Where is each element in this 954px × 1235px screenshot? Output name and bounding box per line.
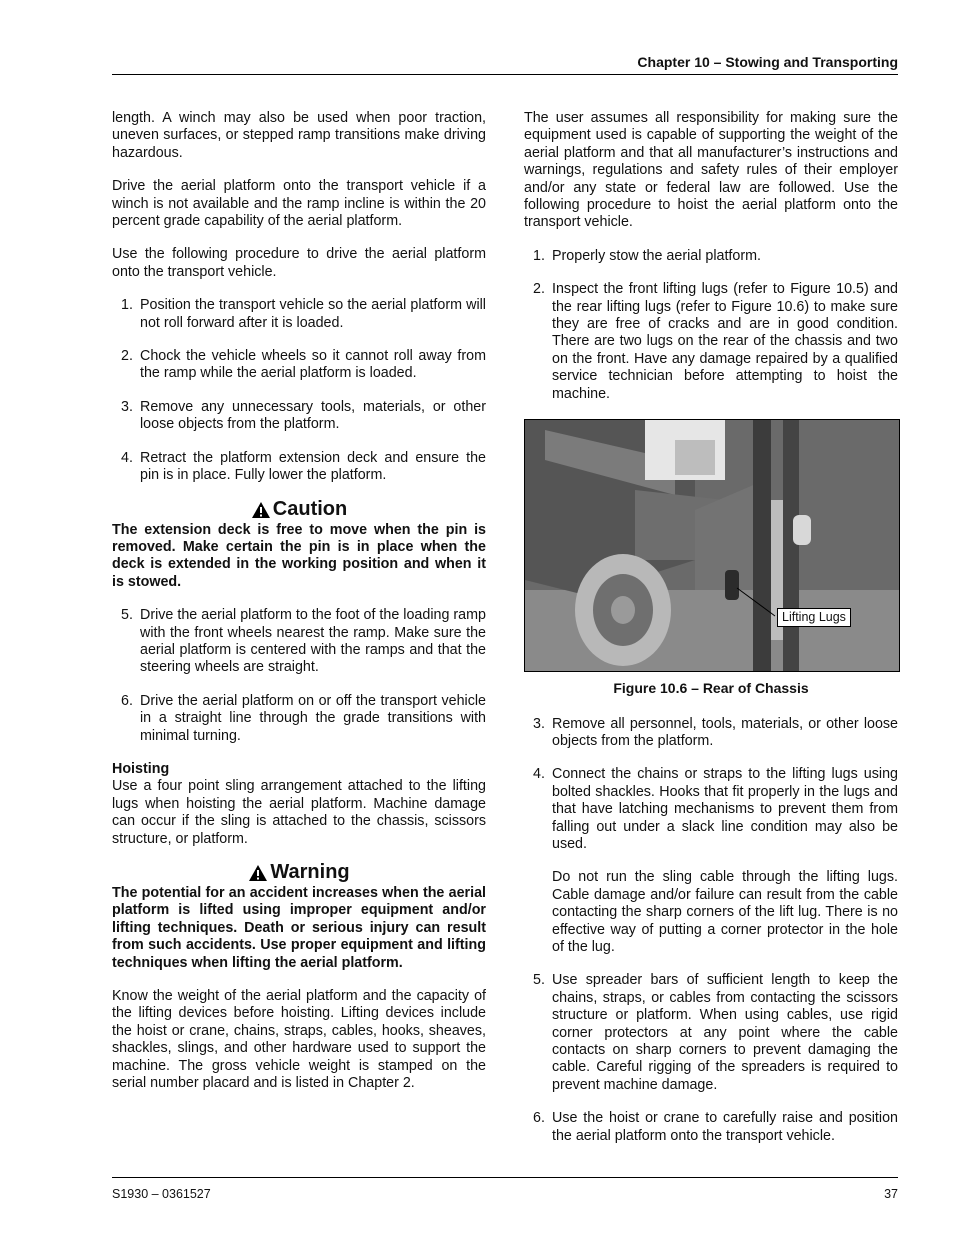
- warning-text: The potential for an accident increases when the aerial platform is lifted using improper equipment and/or lifting techniques. Death or serious injury can result from such accidents. Use proper equipment and lifting techniques when lifting the aerial platform.: [112, 885, 486, 971]
- step-note: Do not run the sling cable through the lifting lugs. Cable damage and/or failure can result from the cable contacting the sharp corners of the lift lug. There is no effective way of putting a corner protector in the hole of the lug.: [552, 869, 898, 955]
- hoisting-heading: Hoisting: [112, 760, 170, 777]
- caution-title: Caution: [272, 497, 348, 520]
- step-number: 2.: [121, 348, 133, 365]
- list-item: [112, 348, 486, 383]
- step-number: 4.: [533, 766, 545, 783]
- right-column: [524, 110, 898, 1161]
- step-text: Use the hoist or crane to carefully raise and position the aerial platform onto the transport vehicle.: [552, 1110, 898, 1144]
- chapter-header: Chapter 10 – Stowing and Transporting: [637, 54, 898, 70]
- list-item: [112, 693, 486, 745]
- list-item: [112, 297, 486, 332]
- list-item: [524, 972, 898, 1094]
- paragraph: The user assumes all responsibility for making sure the equipment used is capable of supporting the weight of the aerial platform and that all manufacturer’s instructions and warnings, regulations and safety rules of their employer and/or any state or federal law are followed. Use the following procedure to hoist the aerial platform onto the transport vehicle.: [524, 110, 898, 231]
- header-rule: [112, 74, 898, 75]
- warning-heading: [112, 861, 486, 884]
- step-text: Drive the aerial platform on or off the transport vehicle in a straight line through the grade transitions with minimal turning.: [140, 692, 486, 744]
- rear-chassis-photo: [524, 419, 900, 672]
- list-item: [524, 281, 898, 403]
- step-text: Remove any unnecessary tools, materials, or other loose objects from the platform.: [140, 398, 486, 433]
- drive-steps-list: [112, 297, 486, 484]
- step-number: 1.: [121, 297, 133, 314]
- list-item: [112, 399, 486, 434]
- warning-triangle-icon: [248, 864, 268, 882]
- left-column: [112, 110, 486, 1108]
- step-text: Drive the aerial platform to the foot of the loading ramp with the front wheels nearest the ramp. Make sure the aerial platform is centered with the ramps and that the steering wheels are straight.: [140, 607, 486, 676]
- step-number: 3.: [121, 398, 133, 415]
- step-text: Remove all personnel, tools, materials, or other loose objects from the platform.: [552, 715, 898, 749]
- hoist-steps-list-continued: [524, 716, 898, 1146]
- step-number: 6.: [533, 1110, 545, 1127]
- step-text: Properly stow the aerial platform.: [552, 247, 761, 264]
- drive-steps-list-continued: [112, 607, 486, 745]
- paragraph: Use the following procedure to drive the aerial platform onto the transport vehicle.: [112, 246, 486, 280]
- figure-caption: Figure 10.6 – Rear of Chassis: [613, 680, 809, 697]
- step-text: Chock the vehicle wheels so it cannot roll away from the ramp while the aerial platform is loaded.: [140, 348, 486, 382]
- footer-rule: [112, 1177, 898, 1178]
- step-number: 4.: [121, 449, 133, 466]
- step-text: Connect the chains or straps to the lifting lugs using bolted shackles. Hooks that fit properly in the lugs and that have latching mechanisms to prevent them from falling out under a slack line condition may also be used.: [552, 766, 898, 852]
- step-text: Inspect the front lifting lugs (refer to Figure 10.5) and the rear lifting lugs (refer to Figure 10.6) to make sure they are free of cracks and are in good condition. There are two lugs on the rear of the chassis and two on the front. Have any damage repaired by a qualified service technician before attempting to hoist the machine.: [552, 281, 898, 402]
- list-item: [112, 607, 486, 677]
- paragraph: length. A winch may also be used when poor traction, uneven surfaces, or stepped ramp transitions make driving hazardous.: [112, 110, 486, 161]
- step-number: 2.: [533, 281, 545, 298]
- list-item: [524, 766, 898, 956]
- list-item: [524, 1110, 898, 1145]
- step-text: Use spreader bars of sufficient length to keep the chains, straps, or cables from contacting the scissors structure or platform. When using cables, use rigid corner protectors at any point where the cable contacts on sharp corners to prevent damaging the cable. Careful rigging of the spreaders is required to prevent machine damage.: [552, 972, 898, 1093]
- paragraph: Know the weight of the aerial platform and the capacity of the lifting devices before hoisting. Lifting devices include the hoist or crane, chains, straps, cables, hooks, sheaves, shackles, slings, and other hardware used to support the machine. The gross vehicle weight is stamped on the serial number placard and is listed in Chapter 2.: [112, 988, 486, 1092]
- paragraph: Drive the aerial platform onto the transport vehicle if a winch is not available and the ramp incline is within the 20 percent grade capability of the aerial platform.: [112, 178, 486, 230]
- hoist-steps-list: [524, 248, 898, 403]
- document-id: S1930 – 0361527: [112, 1187, 211, 1201]
- step-text: Position the transport vehicle so the aerial platform will not roll forward after it is loaded.: [140, 297, 486, 331]
- page-number: 37: [884, 1187, 898, 1201]
- list-item: [524, 716, 898, 751]
- warning-triangle-icon: [251, 501, 271, 519]
- lifting-lugs-label: Lifting Lugs: [777, 608, 851, 627]
- step-number: 5.: [533, 972, 545, 989]
- chassis-illustration: [525, 420, 899, 671]
- step-number: 3.: [533, 715, 545, 732]
- step-number: 5.: [121, 607, 133, 624]
- step-number: 6.: [121, 692, 133, 709]
- paragraph: Use a four point sling arrangement attached to the lifting lugs when hoisting the aerial platform. Machine damage can occur if the sling is attached to the chassis, scissors structure, or platform.: [112, 778, 486, 847]
- warning-title: Warning: [270, 861, 350, 884]
- caution-heading: [112, 497, 486, 520]
- list-item: [112, 450, 486, 485]
- step-number: 1.: [533, 247, 545, 264]
- step-text: Retract the platform extension deck and ensure the pin is in place. Fully lower the platform.: [140, 449, 486, 484]
- list-item: [524, 248, 898, 265]
- caution-text: The extension deck is free to move when the pin is removed. Make certain the pin is in place when the deck is extended in the working position and when it is stowed.: [112, 521, 486, 590]
